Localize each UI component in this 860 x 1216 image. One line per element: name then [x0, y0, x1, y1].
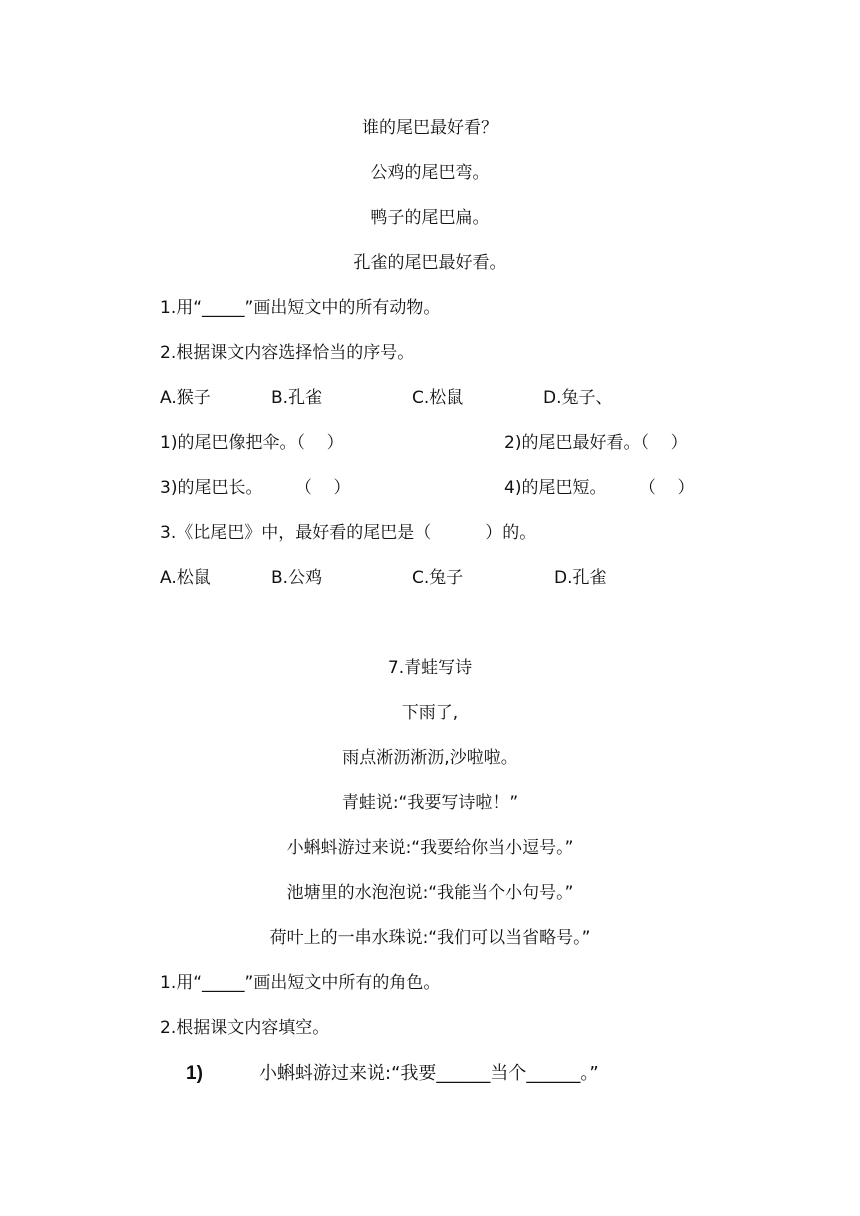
passage2-line: 池塘里的水泡泡说:“我能当个小句号。” [286, 883, 574, 903]
passage2-line: 青蛙说:“我要写诗啦！” [341, 793, 519, 813]
passage1-line: 公鸡的尾巴弯。 [370, 163, 490, 183]
question-1: 1.用“_____”画出短文中的所有动物。 [160, 298, 441, 318]
fill-item-text: 小蝌蚪游过来说:“我要______当个______。” [259, 1063, 599, 1084]
passage2-line: 小蝌蚪游过来说:“我要给你当小逗号。” [286, 838, 574, 858]
q3-option-d: D.孔雀 [554, 568, 607, 588]
q3-option-b: B.公鸡 [271, 568, 323, 588]
question-3: 3.《比尾巴》中，最好看的尾巴是（ ）的。 [160, 523, 537, 543]
q3-option-c: C.兔子 [412, 568, 464, 588]
fill-item-number: 1) [186, 1063, 203, 1084]
option-c: C.松鼠 [412, 388, 464, 408]
question-1-b: 1.用“_____”画出短文中所有的角色。 [160, 973, 441, 993]
sub-item-1: 1)的尾巴像把伞。（ ） [160, 433, 344, 453]
sub-item-4: 4)的尾巴短。 （ ） [504, 478, 695, 498]
question-2-b: 2.根据课文内容填空。 [160, 1018, 330, 1038]
passage2-line: 雨点淅沥淅沥,沙啦啦。 [342, 748, 518, 768]
sub-item-2: 2)的尾巴最好看。（ ） [504, 433, 688, 453]
passage2-line: 荷叶上的一串水珠说:“我们可以当省略号。” [269, 928, 591, 948]
sub-item-3: 3)的尾巴长。 （ ） [160, 478, 351, 498]
passage1-line: 孔雀的尾巴最好看。 [353, 253, 507, 273]
option-a: A.猴子 [160, 388, 211, 408]
option-d: D.兔子、 [543, 388, 613, 408]
question-2: 2.根据课文内容选择恰当的序号。 [160, 343, 415, 363]
passage1-title: 谁的尾巴最好看？ [362, 118, 498, 138]
option-b: B.孔雀 [271, 388, 323, 408]
passage1-line: 鸭子的尾巴扁。 [370, 208, 490, 228]
q3-option-a: A.松鼠 [160, 568, 211, 588]
passage2-title: 7.青蛙写诗 [387, 658, 473, 678]
passage2-line: 下雨了, [401, 703, 459, 723]
